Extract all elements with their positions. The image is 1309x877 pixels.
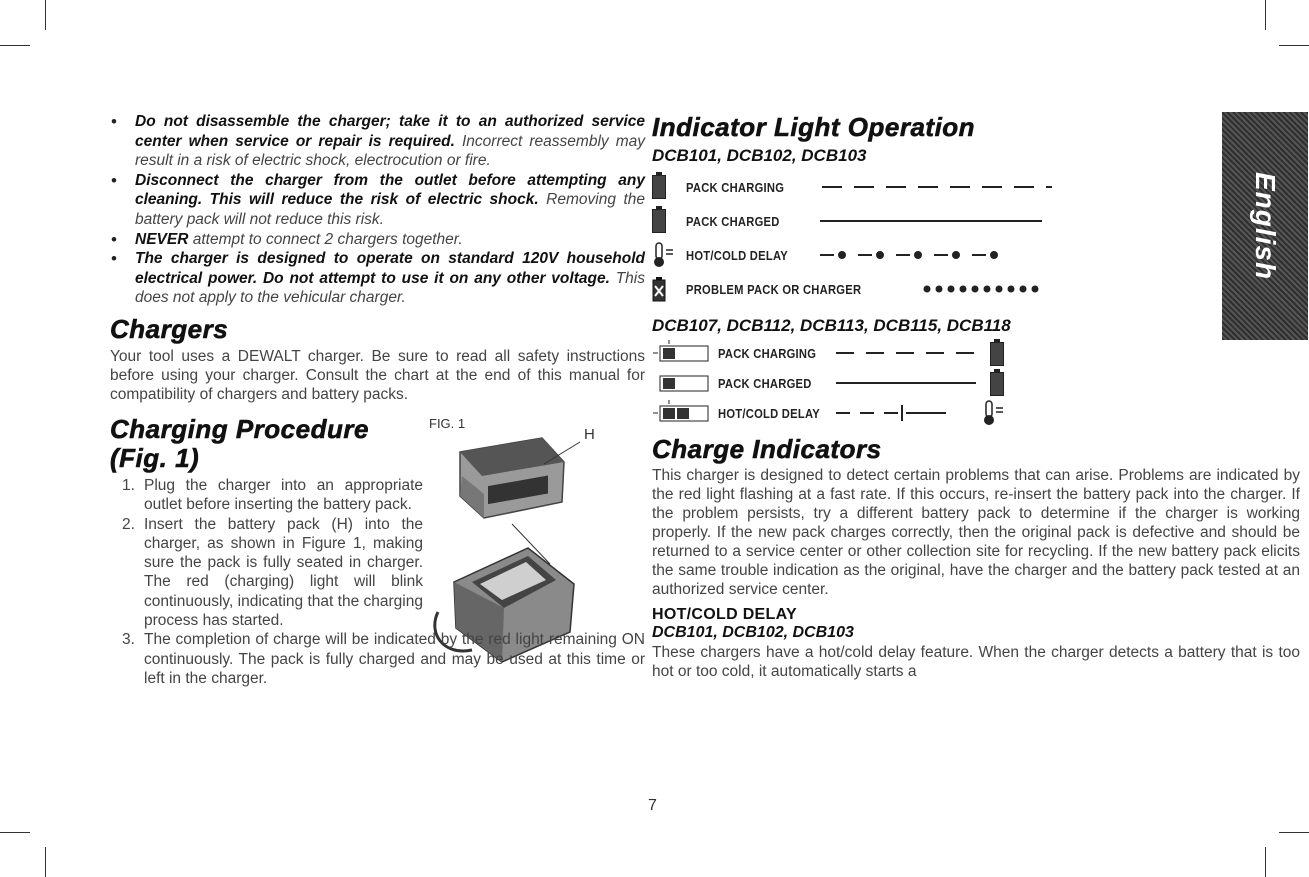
bullet-item (110, 112, 645, 171)
bullet-bold: Do not disassemble the charger; take it to an authorized service center when service or repair is required. (135, 113, 645, 150)
language-tab-label: English (1250, 171, 1281, 281)
crop-mark (1265, 0, 1266, 30)
crop-mark (45, 847, 46, 877)
step-item (110, 630, 645, 688)
step-number: 2. (122, 515, 135, 533)
crop-mark (1279, 832, 1309, 833)
crop-mark (45, 0, 46, 30)
thermometer-icon (982, 400, 1006, 426)
step-text: Plug the charger into an appropriate outlet before inserting the battery pack. (144, 476, 423, 514)
step-item (110, 515, 645, 631)
procedure-fig-ref: (Fig. 1) (110, 442, 200, 473)
language-tab (1222, 112, 1308, 340)
bullet-item (110, 230, 645, 250)
indicator-table-1 (652, 170, 1300, 306)
indicator-row (652, 272, 1300, 306)
charge-indicators-heading: Charge Indicators (652, 434, 882, 464)
indicator-label: HOT/COLD DELAY (686, 247, 788, 263)
bullet-text: Incorrect reassembly may result in a risk of electric shock, electrocution or fire. (135, 132, 646, 170)
indicator-label: HOT/COLD DELAY (718, 405, 820, 421)
indicator-table-2 (652, 338, 1300, 428)
left-column (110, 112, 645, 688)
chargers-heading: Chargers (110, 313, 229, 344)
step-item (110, 476, 645, 515)
procedure-heading: Charging Procedure (110, 413, 369, 444)
models-group-2: DCB107, DCB112, DCB113, DCB115, DCB118 (652, 316, 1011, 335)
callout-h: H (584, 425, 595, 443)
dashdot-pattern (820, 249, 1050, 261)
chargers-text: Your tool uses a DEWALT charger. Be sure to read all safety instructions before using your charger. Consult the chart at the end of this manual for compatibility of chargers and battery packs. (110, 347, 645, 403)
crop-mark (0, 45, 30, 46)
models-group-3: DCB101, DCB102, DCB103 (652, 624, 854, 641)
indicator-row (652, 338, 1300, 368)
bullet-item (110, 249, 645, 308)
step-number: 3. (122, 631, 135, 649)
indicator-row (652, 368, 1300, 398)
solid-pattern (836, 378, 976, 388)
dash-pattern (836, 348, 986, 358)
charger-light-icon (652, 340, 712, 366)
dashbar-pattern (836, 403, 986, 423)
solid-pattern (820, 216, 1042, 226)
indicator-label: PACK CHARGED (686, 213, 780, 229)
bullet-text: attempt to connect 2 chargers together. (188, 230, 463, 248)
charging-procedure (110, 414, 645, 688)
charger-light-icon (652, 400, 712, 426)
bullet-item (110, 171, 645, 230)
battery-icon (652, 209, 666, 233)
bullet-bold: NEVER (135, 230, 189, 248)
step-text: Insert the battery pack (H) into the charger, as shown in Figure 1, making sure the pack is fully seated in charger. The red (charging) light will blink continuously, indicating that the charging process has started. (144, 515, 423, 630)
indicator-row (652, 398, 1300, 428)
indicator-label: PACK CHARGING (718, 345, 817, 361)
right-column (652, 112, 1300, 681)
step-text: The completion of charge will be indicated by the red light remaining ON continuously. The pack is fully charged and may be used at this time or left in the charger. (144, 631, 645, 687)
charger-light-icon (652, 370, 712, 396)
figure-label: FIG. 1 (429, 415, 466, 431)
indicator-row (652, 170, 1300, 204)
indicator-label: PROBLEM PACK OR CHARGER (686, 281, 862, 297)
battery-icon (990, 372, 1004, 396)
hotcold-text: These chargers have a hot/cold delay feature. When the charger detects a battery that is too hot or too cold, it automatically starts a (652, 644, 1300, 680)
charge-indicators-text: This charger is designed to detect certain problems that can arise. Problems are indicated by the red light flashing at a fast rate. If this occurs, re-insert the battery pack into the charger. If the problem persists, try a different battery pack to determine if the charger is working properly. If the new pack charges correctly, then the original pack is defective and should be returned to a service center or other collection site for recycling. If the new battery pack elicits the same trouble indication as the original, have the charger and the battery pack tested at an authorized service center. (652, 467, 1300, 598)
bullet-text: This does not apply to the vehicular charger. (135, 269, 645, 307)
bullet-text: Removing the battery pack will not reduce this risk. (135, 191, 645, 228)
indicator-label: PACK CHARGING (686, 179, 785, 195)
safety-bullets (110, 112, 645, 308)
indicator-row (652, 238, 1300, 272)
crop-mark (0, 832, 30, 833)
battery-icon (652, 175, 666, 199)
battery-icon (990, 342, 1004, 366)
models-group-1: DCB101, DCB102, DCB103 (652, 146, 867, 165)
hotcold-heading: HOT/COLD DELAY (652, 606, 797, 623)
crop-mark (1265, 847, 1266, 877)
indicator-row (652, 204, 1300, 238)
step-number: 1. (122, 476, 135, 494)
problem-x-icon (652, 276, 666, 302)
page-number: 7 (648, 797, 657, 814)
indicator-heading: Indicator Light Operation (652, 112, 976, 142)
bullet-bold: Disconnect the charger from the outlet before attempting any cleaning. This will reduce the risk of electric shock. (135, 171, 645, 209)
procedure-steps (110, 476, 645, 688)
dash-pattern (822, 182, 1052, 192)
dots-pattern (922, 283, 1042, 295)
crop-mark (1279, 45, 1309, 46)
indicator-label: PACK CHARGED (718, 375, 812, 391)
bullet-bold: The charger is designed to operate on standard 120V household electrical power. Do not attempt to use it on any other voltage. (135, 250, 645, 287)
thermometer-icon (652, 242, 676, 268)
